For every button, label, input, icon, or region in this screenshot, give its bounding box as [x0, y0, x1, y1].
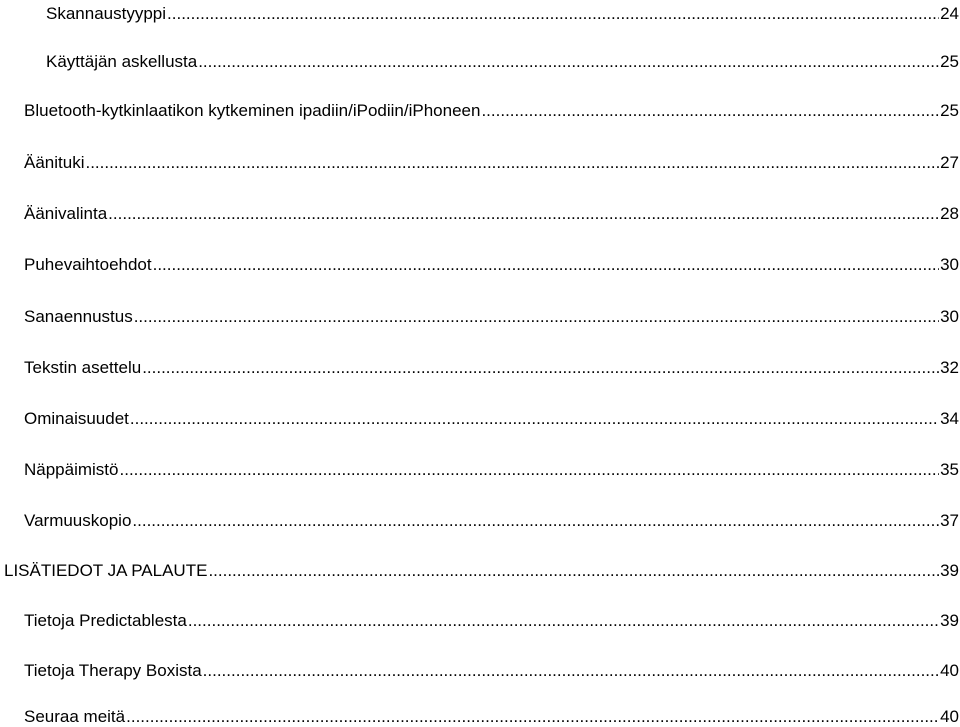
- toc-dot-leader: [85, 153, 939, 173]
- toc-entry-label: Äänivalinta: [24, 204, 108, 223]
- toc-entry-page: 34: [940, 409, 959, 428]
- toc-entry-label: Varmuuskopio: [24, 511, 132, 530]
- toc-entry-tietoja-predictablesta[interactable]: [0, 607, 960, 631]
- toc-entry-page: 35: [940, 460, 959, 479]
- toc-entry-kayttajan-askellusta[interactable]: [0, 48, 960, 72]
- toc-dot-leader: [208, 561, 939, 581]
- toc-entry-page: 39: [940, 561, 959, 580]
- toc-entry-label: LISÄTIEDOT JA PALAUTE: [4, 561, 208, 580]
- toc-entry-bluetooth-kytkinlaatikko[interactable]: [0, 97, 960, 121]
- toc-entry-label: Puhevaihtoehdot: [24, 255, 152, 274]
- toc-dot-leader: [134, 307, 939, 327]
- toc-dot-leader: [142, 358, 939, 378]
- toc-dot-leader: [153, 255, 939, 275]
- toc-entry-label: Sanaennustus: [24, 307, 133, 326]
- toc-entry-label: Tekstin asettelu: [24, 358, 142, 377]
- toc-entry-nappaimisto[interactable]: [0, 456, 960, 480]
- toc-entry-label: Ominaisuudet: [24, 409, 129, 428]
- toc-dot-leader: [203, 661, 939, 681]
- toc-entry-page: 32: [940, 358, 959, 377]
- toc-dot-leader: [481, 101, 939, 121]
- toc-entry-page: 24: [940, 4, 959, 23]
- toc-entry-aanivalinta[interactable]: [0, 200, 960, 224]
- toc-dot-leader: [108, 204, 939, 224]
- toc-entry-skannaustyyppi[interactable]: [0, 0, 960, 24]
- toc-entry-page: 25: [940, 101, 959, 120]
- toc-dot-leader: [126, 707, 939, 727]
- toc-dot-leader: [130, 409, 939, 429]
- toc-entry-page: 28: [940, 204, 959, 223]
- toc-entry-label: Tietoja Predictablesta: [24, 611, 187, 630]
- toc-dot-leader: [198, 52, 939, 72]
- toc-entry-page: 37: [940, 511, 959, 530]
- toc-entry-label: Skannaustyyppi: [46, 4, 167, 23]
- toc-entry-page: 30: [940, 307, 959, 326]
- toc-entry-puhevaihtoehdot[interactable]: [0, 251, 960, 275]
- toc-entry-varmuuskopio[interactable]: [0, 507, 960, 531]
- toc-entry-label: Äänituki: [24, 153, 85, 172]
- toc-dot-leader: [167, 4, 939, 24]
- toc-entry-label: Bluetooth-kytkinlaatikon kytkeminen ipadiin/iPodiin/iPhoneen: [24, 101, 481, 120]
- toc-entry-ominaisuudet[interactable]: [0, 405, 960, 429]
- toc-entry-seuraa-meita[interactable]: [0, 703, 960, 727]
- toc-entry-label: Seuraa meitä: [24, 707, 126, 726]
- toc-entry-page: 40: [940, 707, 959, 726]
- toc-entry-page: 25: [940, 52, 959, 71]
- toc-entry-tietoja-therapy-boxista[interactable]: [0, 657, 960, 681]
- toc-entry-page: 27: [940, 153, 959, 172]
- toc-dot-leader: [120, 460, 940, 480]
- toc-entry-page: 40: [940, 661, 959, 680]
- toc-entry-label: Tietoja Therapy Boxista: [24, 661, 202, 680]
- toc-entry-aanituki[interactable]: [0, 149, 960, 173]
- toc-entry-page: 39: [940, 611, 959, 630]
- toc-dot-leader: [188, 611, 939, 631]
- toc-entry-label: Näppäimistö: [24, 460, 119, 479]
- toc-entry-page: 30: [940, 255, 959, 274]
- toc-entry-label: Käyttäjän askellusta: [46, 52, 198, 71]
- toc-entry-lisatiedot-ja-palaute[interactable]: [0, 557, 960, 581]
- toc-dot-leader: [132, 511, 939, 531]
- toc-entry-sanaennustus[interactable]: [0, 303, 960, 327]
- toc-entry-tekstin-asettelu[interactable]: [0, 354, 960, 378]
